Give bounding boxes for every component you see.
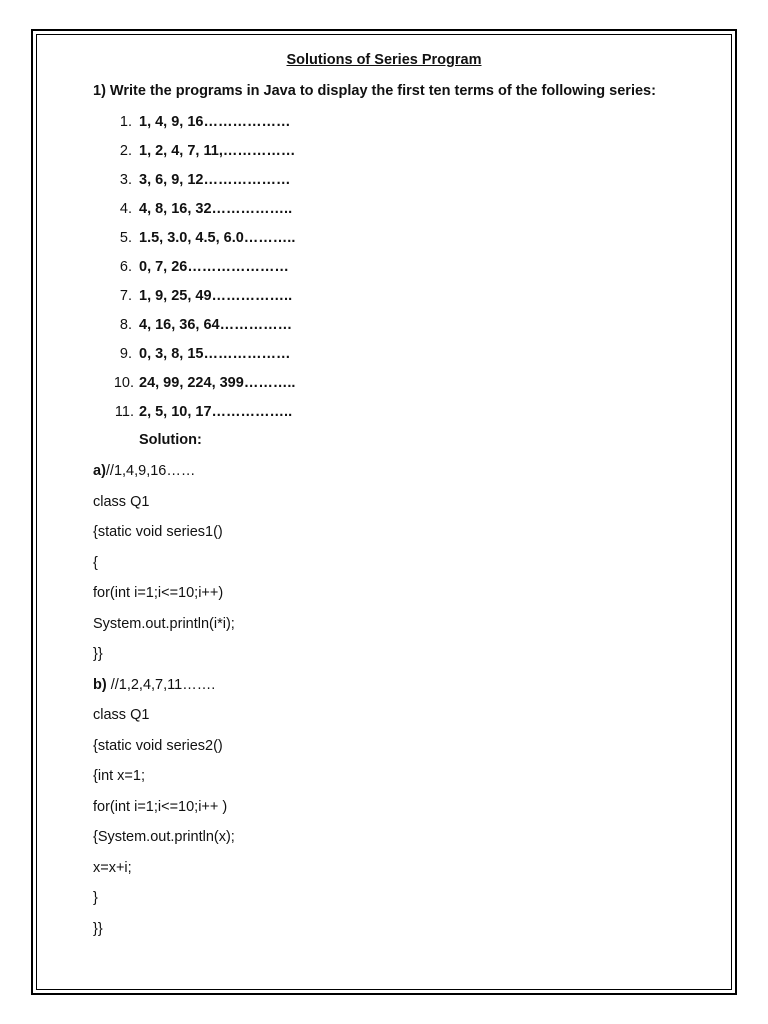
list-item-text: 1, 4, 9, 16………………: [139, 114, 291, 130]
list-item-text: 2, 5, 10, 17……………..: [139, 404, 293, 420]
solution-b-label: b): [93, 677, 107, 693]
list-item-text: 1, 2, 4, 7, 11,……………: [139, 143, 296, 159]
code-line: class Q1: [93, 707, 150, 723]
code-line: }}: [93, 646, 103, 662]
list-item-number: 5.: [119, 230, 132, 246]
code-line: }: [93, 890, 98, 906]
list-item-number: 10.: [113, 375, 134, 391]
code-line: {int x=1;: [93, 768, 145, 784]
list-item-number: 1.: [119, 114, 132, 130]
list-item-number: 6.: [119, 259, 132, 275]
code-line: x=x+i;: [93, 860, 132, 876]
list-item-text: 0, 3, 8, 15………………: [139, 346, 291, 362]
list-item-text: 1, 9, 25, 49……………..: [139, 288, 293, 304]
list-item-text: 24, 99, 224, 399………..: [139, 375, 296, 391]
document-title: Solutions of Series Program: [286, 52, 482, 68]
code-line: for(int i=1;i<=10;i++): [93, 585, 224, 601]
list-item-text: 4, 16, 36, 64……………: [139, 317, 293, 333]
code-line: {static void series1(): [93, 524, 223, 540]
list-item-number: 11.: [114, 404, 134, 420]
list-item-text: 3, 6, 9, 12………………: [139, 172, 291, 188]
solution-a-label: a): [93, 463, 106, 479]
solution-a-comment: //1,4,9,16……: [105, 463, 196, 479]
list-item-text: 0, 7, 26…………………: [139, 259, 289, 275]
list-item-number: 3.: [119, 172, 132, 188]
solution-heading: Solution:: [139, 432, 202, 448]
solution-a-header: [93, 463, 195, 479]
solution-b-comment: //1,2,4,7,11…….: [106, 677, 216, 693]
question-text: 1) Write the programs in Java to display the first ten terms of the following series:: [93, 83, 656, 99]
code-line: }}: [93, 921, 103, 937]
code-line: System.out.println(i*i);: [93, 616, 235, 632]
solution-b-header: [93, 677, 215, 693]
list-item-number: 2.: [119, 143, 132, 159]
code-line: {static void series2(): [93, 738, 223, 754]
list-item-text: 1.5, 3.0, 4.5, 6.0………..: [139, 230, 296, 246]
code-line: {System.out.println(x);: [93, 829, 235, 845]
list-item-number: 9.: [119, 346, 132, 362]
code-line: class Q1: [93, 494, 150, 510]
list-item-text: 4, 8, 16, 32……………..: [139, 201, 293, 217]
list-item-number: 8.: [119, 317, 132, 333]
code-line: for(int i=1;i<=10;i++ ): [93, 799, 228, 815]
list-item-number: 4.: [119, 201, 132, 217]
code-line: {: [93, 555, 98, 571]
list-item-number: 7.: [119, 288, 132, 304]
